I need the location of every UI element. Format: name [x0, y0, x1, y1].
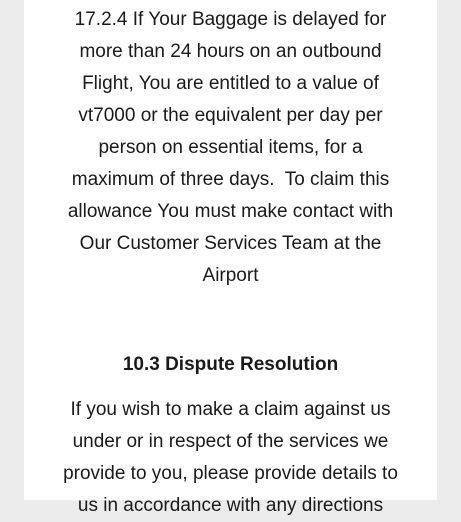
dispute-line: us in accordance with any directions	[77, 495, 384, 516]
dispute-line: under or in respect of the services we	[72, 431, 389, 452]
section-heading: 10.3 Dispute Resolution	[122, 354, 339, 375]
clause-line: more than 24 hours on an outbound	[79, 41, 382, 62]
clause-line: Flight, You are entitled to a value of	[82, 73, 379, 94]
dispute-line: provide to you, please provide details to	[63, 463, 398, 484]
dispute-line: If you wish to make a claim against us	[70, 399, 391, 420]
clause-line: Our Customer Services Team at the	[79, 233, 382, 254]
clause-line: vt7000 or the equivalent per day per	[78, 105, 383, 126]
clause-line: allowance You must make contact with	[67, 201, 394, 222]
clause-line: person on essential items, for a	[98, 137, 363, 158]
baggage-delay-clause	[24, 4, 437, 292]
clause-line: 17.2.4 If Your Baggage is delayed for	[74, 9, 387, 30]
dispute-resolution-text	[24, 394, 437, 522]
document-page	[24, 0, 437, 516]
clause-line: maximum of three days. To claim this	[71, 169, 390, 190]
clause-line: Airport	[202, 265, 259, 286]
